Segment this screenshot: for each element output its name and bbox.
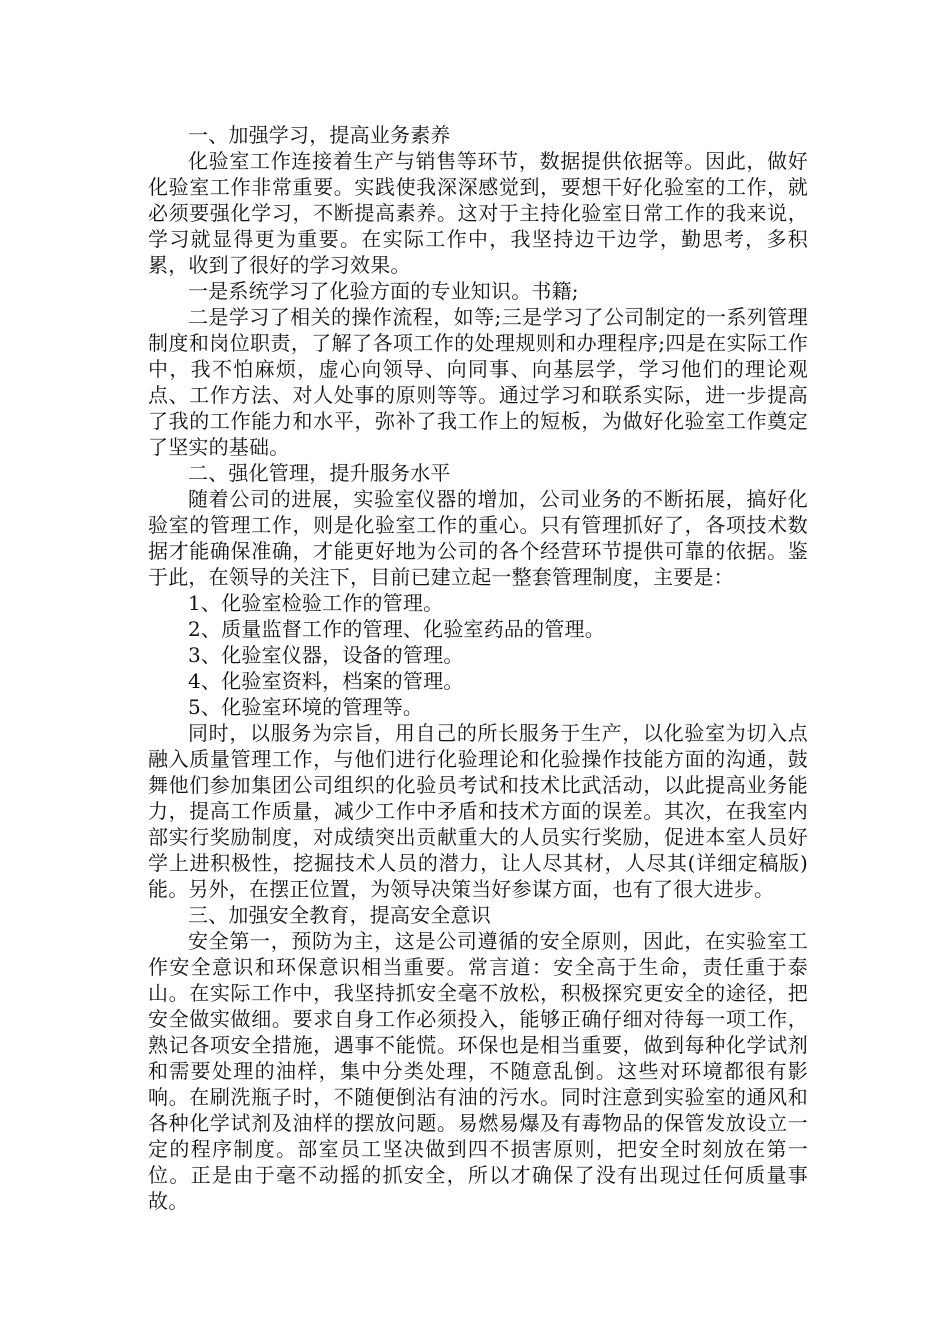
paragraph-learning-2: 二是学习了相关的操作流程，如等;三是学习了公司制定的一系列管理制度和岗位职责，了解了各项工作的处理规则和办理程序;四是在实际工作中，我不怕麻烦，虚心向领导、向同事、向基层学，学习他们的理论观点、工作方法、对人处事的原则等等。通过学习和联系实际，进一步提高了我的工作能力和水平，弥补了我工作上的短板，为做好化验室工作奠定了坚实的基础。: [148, 305, 808, 459]
section-heading-2: 二、强化管理，提升服务水平: [188, 461, 451, 485]
paragraph-service: 同时，以服务为宗旨，用自己的所长服务于生产，以化验室为切入点融入质量管理工作，与他们进行化验理论和化验操作技能方面的沟通，鼓舞他们参加集团公司组织的化验员考试和技术比武活动，以此提高业务能力，提高工作质量，减少工作中矛盾和技术方面的误差。其次，在我室内部实行奖励制度，对成绩突出贡献重大的人员实行奖励，促进本室人员好学上进积极性，挖掘技术人员的潜力，让人尽其材，人尽其(详细定稿版)能。另外，在摆正位置，为领导决策当好参谋方面，也有了很大进步。: [148, 721, 808, 901]
list-item: 5、化验室环境的管理等。: [188, 695, 424, 719]
list-item: 1、化验室检验工作的管理。: [188, 591, 444, 615]
paragraph-safety: 安全第一，预防为主，这是公司遵循的安全原则，因此，在实验室工作安全意识和环保意识相当重要。常言道：安全高于生命，责任重于泰山。在实际工作中，我坚持抓安全毫不放松，积极探究更安全的途径，把安全做实做细。要求自身工作必须投入，能够正确仔细对待每一项工作，熟记各项安全措施，遇事不能慌。环保也是相当重要，做到每种化学试剂和需要处理的油样，集中分类处理，不随意乱倒。这些对环境都很有影响。在刷洗瓶子时，不随便倒沾有油的污水。同时注意到实验室的通风和各种化学试剂及油样的摆放问题。易燃易爆及有毒物品的保管发放设立一定的程序制度。部室员工坚决做到四不损害原则，把安全时刻放在第一位。正是由于毫不动摇的抓安全，所以才确保了没有出现过任何质量事故。: [148, 929, 808, 1213]
paragraph-learning-1: 一是系统学习了化验方面的专业知识。书籍;: [188, 279, 579, 303]
paragraph-intro: 化验室工作连接着生产与销售等环节，数据提供依据等。因此，做好化验室工作非常重要。实践使我深深感觉到，要想干好化验室的工作，就必须要强化学习，不断提高素养。这对于主持化验室日常工作的我来说，学习就显得更为重要。在实际工作中，我坚持边干边学，勤思考，多积累，收到了很好的学习效果。: [148, 149, 808, 277]
document-body: [148, 122, 808, 1214]
section-heading-3: 三、加强安全教育，提高安全意识: [188, 903, 491, 927]
paragraph-management: 随着公司的进展，实验室仪器的增加，公司业务的不断拓展，搞好化验室的管理工作，则是化验室工作的重心。只有管理抓好了，各项技术数据才能确保准确，才能更好地为公司的各个经营环节提供可靠的依据。鉴于此，在领导的关注下，目前已建立起一整套管理制度，主要是：: [148, 487, 808, 589]
list-item: 3、化验室仪器，设备的管理。: [188, 643, 464, 667]
section-heading-1: 一、加强学习，提高业务素养: [188, 123, 451, 147]
list-item: 2、质量监督工作的管理、化验室药品的管理。: [188, 617, 605, 641]
list-item: 4、化验室资料，档案的管理。: [188, 669, 464, 693]
